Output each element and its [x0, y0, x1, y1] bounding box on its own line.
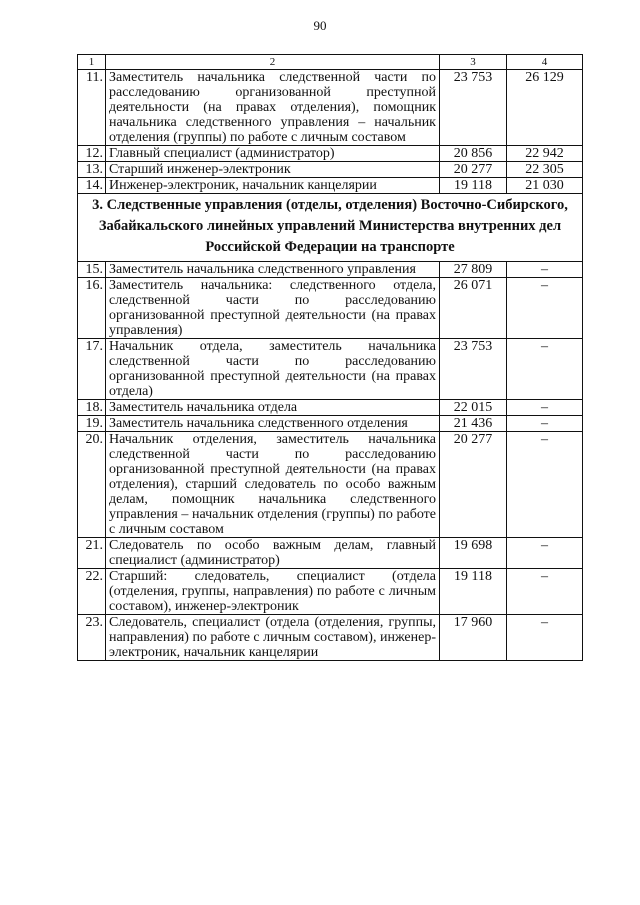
salary-table [77, 54, 583, 661]
row-number: 15. [78, 262, 106, 278]
salary-value: 19 698 [440, 538, 507, 569]
salary-value-alt: – [507, 339, 583, 400]
salary-value: 22 015 [440, 400, 507, 416]
position-title: Следователь, специалист (отдела (отделения, группы, направления) по работе с личным составом), инженер-электроник, начальник канцелярии [106, 615, 440, 661]
row-number: 18. [78, 400, 106, 416]
row-number: 21. [78, 538, 106, 569]
salary-value-alt: 22 942 [507, 146, 583, 162]
row-number: 23. [78, 615, 106, 661]
table-row [78, 339, 583, 400]
salary-value-alt: – [507, 278, 583, 339]
page-number: 90 [313, 18, 327, 33]
position-title: Заместитель начальника следственной части по расследованию организованной преступной деятельности (на правах отделения), помощник начальника следственного управления – начальник отделения (группы) по работе с личным составом [106, 70, 440, 146]
table-row [78, 278, 583, 339]
section-title: 3. Следственные управления (отделы, отделения) Восточно-Сибирского, Забайкальского линейных управлений Министерства внутренних дел Российской Федерации на транспорте [78, 194, 583, 262]
table-row [78, 615, 583, 661]
salary-value-alt: – [507, 432, 583, 538]
salary-value-alt: – [507, 400, 583, 416]
salary-value: 19 118 [440, 569, 507, 615]
salary-value: 20 277 [440, 162, 507, 178]
table-row [78, 178, 583, 194]
row-number: 17. [78, 339, 106, 400]
salary-value: 23 753 [440, 339, 507, 400]
salary-value-alt: – [507, 615, 583, 661]
table-row [78, 432, 583, 538]
salary-value: 23 753 [440, 70, 507, 146]
salary-value: 27 809 [440, 262, 507, 278]
salary-value: 26 071 [440, 278, 507, 339]
salary-value-alt: – [507, 569, 583, 615]
position-title: Заместитель начальника следственного управления [106, 262, 440, 278]
salary-value-alt: 21 030 [507, 178, 583, 194]
table-row [78, 538, 583, 569]
position-title: Инженер-электроник, начальник канцелярии [106, 178, 440, 194]
position-title: Старший: следователь, специалист (отдела (отделения, группы, направления) по работе с личным составом), инженер-электроник [106, 569, 440, 615]
table-body [78, 55, 583, 661]
table-row [78, 262, 583, 278]
column-header: 1 [78, 55, 106, 70]
row-number: 19. [78, 416, 106, 432]
row-number: 14. [78, 178, 106, 194]
row-number: 13. [78, 162, 106, 178]
table-header-row [78, 55, 583, 70]
salary-value-alt: – [507, 262, 583, 278]
row-number: 11. [78, 70, 106, 146]
table-row [78, 400, 583, 416]
row-number: 20. [78, 432, 106, 538]
position-title: Следователь по особо важным делам, главный специалист (администратор) [106, 538, 440, 569]
column-header: 4 [507, 55, 583, 70]
salary-value: 21 436 [440, 416, 507, 432]
position-title: Начальник отделения, заместитель начальника следственной части по расследованию организованной преступной деятельности (на правах отделения), старший следователь по особо важным делам, помощник начальника следственного управления – начальник отделения (группы) по работе с личным составом [106, 432, 440, 538]
salary-value: 20 277 [440, 432, 507, 538]
position-title: Главный специалист (администратор) [106, 146, 440, 162]
salary-value-alt: – [507, 538, 583, 569]
salary-value-alt: 26 129 [507, 70, 583, 146]
table-row [78, 569, 583, 615]
position-title: Заместитель начальника: следственного отдела, следственной части по расследованию организованной преступной деятельности (на правах управления) [106, 278, 440, 339]
row-number: 12. [78, 146, 106, 162]
table-row [78, 416, 583, 432]
position-title: Заместитель начальника следственного отделения [106, 416, 440, 432]
row-number: 22. [78, 569, 106, 615]
column-header: 2 [106, 55, 440, 70]
position-title: Старший инженер-электроник [106, 162, 440, 178]
table-row [78, 70, 583, 146]
salary-value: 19 118 [440, 178, 507, 194]
table-row [78, 162, 583, 178]
row-number: 16. [78, 278, 106, 339]
position-title: Заместитель начальника отдела [106, 400, 440, 416]
position-title: Начальник отдела, заместитель начальника следственной части по расследованию организованной преступной деятельности (на правах отдела) [106, 339, 440, 400]
column-header: 3 [440, 55, 507, 70]
salary-value: 17 960 [440, 615, 507, 661]
salary-value: 20 856 [440, 146, 507, 162]
section-heading-row [78, 194, 583, 262]
table-row [78, 146, 583, 162]
salary-value-alt: 22 305 [507, 162, 583, 178]
salary-value-alt: – [507, 416, 583, 432]
